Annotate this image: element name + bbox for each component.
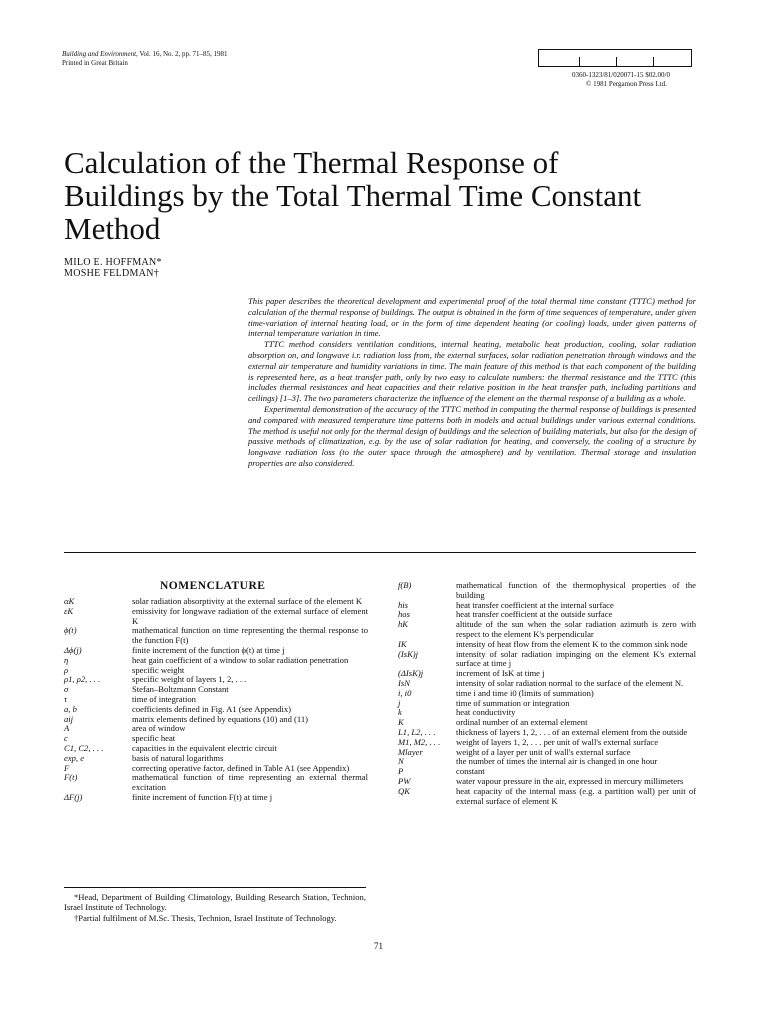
nomenclature-symbol: η [64, 654, 69, 665]
nomenclature-symbol: IK [398, 638, 407, 649]
journal-header [62, 50, 228, 68]
nomenclature-definition: solar radiation absorptivity at the external surface of the element K [132, 596, 363, 606]
nomenclature-symbol: f(B) [398, 580, 412, 590]
nomenclature-definition: thickness of layers 1, 2, . . . of an external element from the outside [456, 726, 688, 737]
nomenclature-row [398, 620, 696, 640]
nomenclature-row [398, 581, 696, 601]
nomenclature-symbol: PW [398, 775, 411, 786]
nomenclature-row [398, 757, 696, 767]
nomenclature-row [64, 724, 368, 734]
author-1: MILO E. HOFFMAN* [64, 257, 162, 268]
nomenclature-symbol: αK [64, 596, 75, 606]
nomenclature-left-column [64, 597, 368, 803]
nomenclature-definition: ordinal number of an external element [456, 717, 588, 728]
nomenclature-definition: weight of layers 1, 2, . . . per unit of wall's external surface [456, 736, 659, 747]
nomenclature-row [398, 699, 696, 709]
abstract-paragraph-3: Experimental demonstration of the accuracy of the TTTC method in computing the thermal response of buildings is presented and compared with measured temperature time patterns both in models and actual buildings under various external conditions. The method is useful not only for the thermal design of buildings and the selection of building materials, but also for the design of passive methods of climatization, e.g. by the use of solar radiation for heating, and conversely, the cooling of a structure by longwave radiation loss (to the outer space through the atmosphere) and by ventilation. Thermal storage and insulation properties are also considered. [248, 403, 696, 468]
nomenclature-title: NOMENCLATURE [160, 580, 266, 592]
nomenclature-symbol: ρ1, ρ2, . . . [64, 674, 101, 685]
code-box [538, 49, 692, 67]
nomenclature-definition: heat transfer coefficient at the outside surface [456, 609, 613, 620]
authors [64, 257, 162, 279]
printed-in: Printed in Great Britain [62, 59, 128, 67]
nomenclature-symbol: hos [398, 609, 410, 620]
nomenclature-symbol: exp, e [64, 752, 85, 763]
nomenclature-definition: specific weight [132, 664, 185, 675]
nomenclature-definition: finite increment of the function ϕ(t) at time j [132, 644, 285, 655]
nomenclature-definition: altitude of the sun when the solar radiation azimuth is zero with respect to the element K's perpendicular [456, 619, 696, 639]
nomenclature-row [64, 773, 368, 793]
nomenclature-definition: mathematical function on time representing the thermal response to the function F(t) [132, 625, 368, 646]
nomenclature-symbol: C1, C2, . . . [64, 742, 104, 753]
nomenclature-definition: specific heat [132, 733, 176, 744]
nomenclature-definition: time i and time i0 (limits of summation) [456, 687, 594, 698]
nomenclature-symbol: N [398, 756, 404, 767]
nomenclature-definition: correcting operative factor, defined in Table A1 (see Appendix) [132, 762, 350, 773]
nomenclature-row [398, 650, 696, 670]
nomenclature-symbol: ΔF(j) [64, 791, 83, 802]
nomenclature-symbol: εK [64, 605, 74, 616]
nomenclature-symbol: his [398, 599, 409, 610]
footnote-2: †Partial fulfilment of M.Sc. Thesis, Technion, Israel Institute of Technology. [74, 912, 337, 923]
abstract [248, 296, 696, 469]
nomenclature-definition: heat capacity of the internal mass (e.g. a partition wall) per unit of external surface of element K [456, 785, 696, 806]
nomenclature-symbol: K [398, 717, 404, 728]
nomenclature-symbol: k [398, 707, 402, 718]
issn-code: 0360-1323/81/020071-15 $02.00/0 [572, 71, 670, 79]
nomenclature-symbol: aij [64, 713, 74, 724]
footnote-1: *Head, Department of Building Climatology, Building Research Station, Technion, Israel Institute of Technology. [64, 892, 366, 913]
nomenclature-definition: mathematical function of the thermophysical properties of the building [456, 580, 696, 600]
nomenclature-definition: coefficients defined in Fig. A1 (see Appendix) [132, 703, 292, 714]
nomenclature-symbol: Δϕ(j) [64, 644, 82, 655]
nomenclature-definition: constant [456, 766, 485, 777]
nomenclature-symbol: a, b [64, 703, 77, 714]
nomenclature-symbol: (ΔIsK)j [398, 668, 424, 679]
nomenclature-symbol: ϕ(t) [64, 625, 77, 636]
nomenclature-definition: intensity of solar radiation normal to the surface of the element N. [456, 677, 684, 688]
nomenclature-symbol: IsN [398, 677, 410, 688]
nomenclature-row [64, 626, 368, 646]
nomenclature-row [64, 793, 368, 803]
nomenclature-symbol: j [398, 697, 401, 708]
journal-volume: Vol. 16, No. 2, pp. 71–85, 1981 [137, 50, 228, 58]
nomenclature-symbol: Mlayer [398, 746, 423, 757]
nomenclature-definition: Stefan–Boltzmann Constant [132, 684, 229, 695]
section-divider [64, 552, 696, 553]
nomenclature-symbol: L1, L2, . . . [398, 726, 436, 737]
nomenclature-definition: specific weight of layers 1, 2, . . . [132, 674, 247, 685]
nomenclature-definition: intensity of heat flow from the element K to the common sink node [456, 638, 688, 649]
nomenclature-definition: area of window [132, 723, 186, 734]
nomenclature-definition: capacities in the equivalent electric circuit [132, 742, 277, 753]
nomenclature-definition: time of integration [132, 693, 196, 704]
nomenclature-right-column [398, 581, 696, 806]
nomenclature-row [64, 607, 368, 627]
nomenclature-definition: emissivity for longwave radiation of the external surface of element K [132, 605, 368, 626]
nomenclature-definition: time of summation or integration [456, 697, 570, 708]
nomenclature-definition: weight of a layer per unit of wall's external surface [456, 746, 631, 757]
nomenclature-definition: heat gain coefficient of a window to solar radiation penetration [132, 654, 349, 665]
paper-title: Calculation of the Thermal Response of Buildings by the Total Thermal Time Constant Method [64, 145, 642, 246]
nomenclature-definition: the number of times the internal air is changed in one hour [456, 756, 658, 767]
footnote-rule [64, 887, 366, 888]
journal-name: Building and Environment, [62, 50, 138, 58]
nomenclature-symbol: QK [398, 785, 410, 796]
nomenclature-symbol: (IsK)j [398, 648, 419, 659]
nomenclature-definition: heat transfer coefficient at the internal surface [456, 599, 614, 610]
nomenclature-symbol: A [64, 723, 70, 734]
copyright: © 1981 Pergamon Press Ltd. [586, 80, 667, 88]
nomenclature-row [398, 787, 696, 807]
nomenclature-symbol: c [64, 733, 68, 744]
nomenclature-definition: water vapour pressure in the air, expressed in mercury millimeters [456, 775, 684, 786]
nomenclature-definition: intensity of solar radiation impinging on the element K's external surface at time j [456, 648, 696, 669]
nomenclature-symbol: σ [64, 684, 69, 695]
nomenclature-definition: basis of natural logarithms [132, 752, 224, 763]
nomenclature-symbol: ρ [64, 664, 69, 675]
nomenclature-symbol: i, i0 [398, 687, 412, 698]
nomenclature-symbol: τ [64, 693, 68, 704]
issn-block [572, 71, 670, 89]
nomenclature-definition: finite increment of function F(t) at time j [132, 791, 273, 802]
nomenclature-definition: matrix elements defined by equations (10) and (11) [132, 713, 309, 724]
footnotes [64, 892, 366, 923]
nomenclature-definition: mathematical function of time representing an external thermal excitation [132, 772, 368, 793]
nomenclature-symbol: F [64, 762, 70, 773]
abstract-paragraph-1: This paper describes the theoretical development and experimental proof of the total thermal time constant (TTTC) method for calculation of the thermal response of buildings. The output is obtained in the form of time sequences of temperature, under given time-variation of internal heating load, or in the form of time dependent heating (or cooling) loads, under given patterns of internal temperature variation in time. [248, 296, 696, 339]
nomenclature-symbol: M1, M2, . . . [398, 736, 441, 747]
nomenclature-symbol: hK [398, 619, 409, 630]
abstract-paragraph-2: TTTC method considers ventilation conditions, internal heating, metabolic heat production, cooling, solar radiation absorption on, and longwave i.r. radiation loss from, the external surfaces, solar radiation penetration through windows and the external air temperature and humidity variations in time. The main feature of this method is that each component of the building is represented here, as a heat transfer path, only by two easy to calculate numbers: the thermal resistance and the TTTC (this includes thermal resistances and heat capacities and their relative position in the heat transfer path, including partitions and ceilings) [1–3]. The two parameters characterize the influence of the element on the thermal response of a building as a whole. [248, 339, 696, 404]
nomenclature-symbol: P [398, 766, 404, 777]
nomenclature-definition: increment of IsK at time j [456, 668, 545, 679]
nomenclature-symbol: F(t) [64, 772, 78, 783]
nomenclature-row [64, 715, 368, 725]
nomenclature-row [64, 656, 368, 666]
author-2: MOSHE FELDMAN† [64, 268, 160, 279]
nomenclature-row [64, 685, 368, 695]
page-number: 71 [374, 941, 383, 951]
nomenclature-definition: heat conductivity [456, 707, 516, 718]
